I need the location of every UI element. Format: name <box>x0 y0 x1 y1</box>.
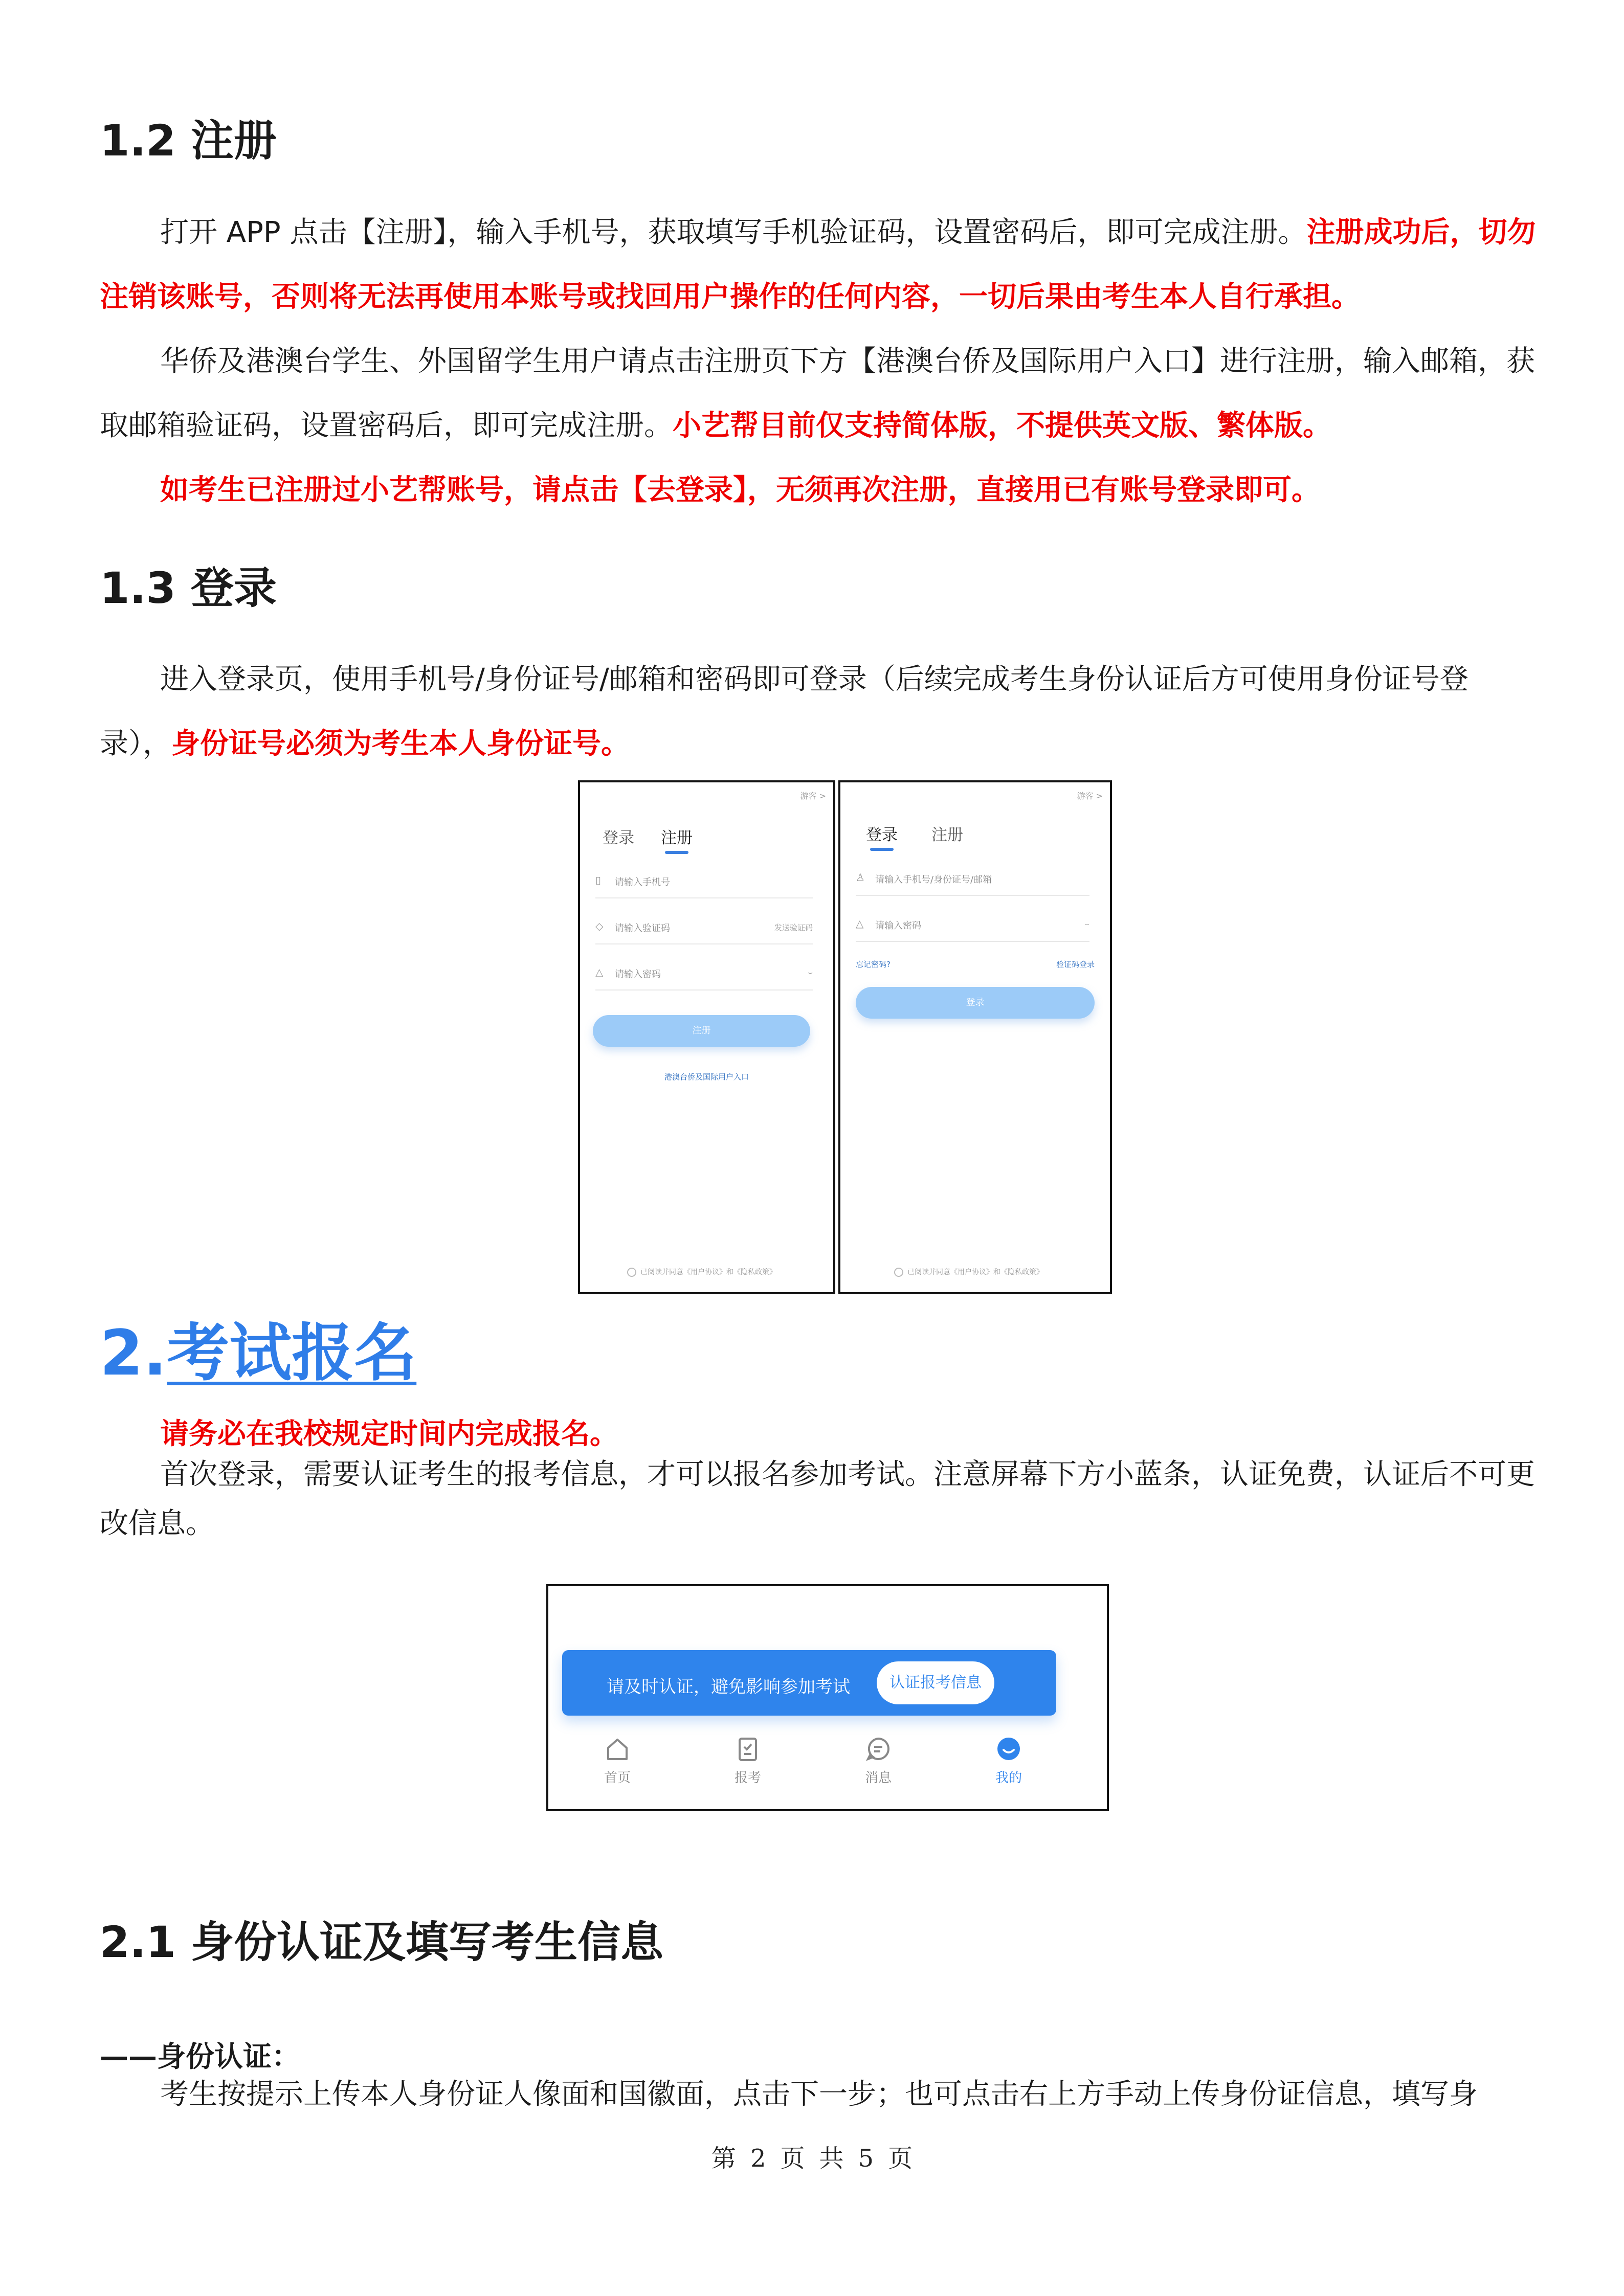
id-card-warning: 身份证号必须为考生本人身份证号。 <box>171 727 630 760</box>
account-field[interactable] <box>856 864 1089 896</box>
nav-label: 消息 <box>864 1770 892 1786</box>
nav-item-home[interactable] <box>582 1735 653 1786</box>
guest-link[interactable]: 游客 > <box>1077 791 1103 801</box>
bottom-bar-screenshot <box>546 1584 1109 1811</box>
login-button[interactable]: 登录 <box>856 987 1095 1019</box>
identity-subheading: ——身份认证： <box>100 2040 300 2074</box>
section-heading-exam-registration <box>100 1317 417 1389</box>
checkbox-circle-icon[interactable] <box>627 1268 636 1277</box>
footer-ye: 页 <box>780 2144 805 2173</box>
account-placeholder: 请输入手机号/身份证号/邮箱 <box>875 874 992 885</box>
banner-text: 请及时认证，避免影响参加考试 <box>607 1677 850 1697</box>
tab-login[interactable]: 登录 <box>866 822 898 845</box>
eye-closed-icon[interactable]: ⌣ <box>1084 919 1089 929</box>
password-placeholder: 请输入密码 <box>615 969 661 980</box>
shield-icon: ◇ <box>595 920 604 932</box>
section-heading-register: 1.2 注册 <box>100 116 277 166</box>
already-registered-notice: 如考生已注册过小艺帮账号，请点击【去登录】，无须再次注册，直接用已有账号登录即可。 <box>160 474 1320 507</box>
nav-label: 报考 <box>734 1770 761 1786</box>
nav-label: 我的 <box>995 1770 1022 1786</box>
footer-ye2: 页 <box>888 2144 913 2173</box>
phone-icon: ▯ <box>595 874 602 886</box>
password-field[interactable] <box>856 910 1089 942</box>
login-screen-screenshot <box>838 780 1112 1294</box>
identity-paragraph: 考生按提示上传本人身份证人像面和国徽面，点击下一步；也可点击右上方手动上传身份证信息，填写身 <box>160 2078 1478 2111</box>
section-heading-login: 1.3 登录 <box>100 563 277 613</box>
intl-user-entry-link[interactable]: 港澳台侨及国际用户入口 <box>664 1072 749 1082</box>
checkbox-circle-icon[interactable] <box>894 1268 903 1277</box>
register-text: 打开 APP 点击【注册】，输入手机号，获取填写手机验证码，设置密码后，即可完成注册。 <box>160 216 1307 249</box>
eye-closed-icon[interactable]: ⌣ <box>808 968 813 977</box>
language-notice: 小艺帮目前仅支持简体版，不提供英文版、繁体版。 <box>673 409 1331 442</box>
register-screen-screenshot <box>578 780 835 1294</box>
forgot-password-link[interactable]: 忘记密码? <box>856 960 891 969</box>
tab-register[interactable]: 注册 <box>661 825 693 848</box>
password-placeholder: 请输入密码 <box>875 920 921 931</box>
agreement-checkbox[interactable] <box>627 1267 776 1277</box>
register-paragraph-2 <box>100 329 1537 458</box>
send-code-button[interactable]: 发送验证码 <box>774 923 813 932</box>
register-button[interactable]: 注册 <box>593 1015 810 1047</box>
guest-link[interactable]: 游客 > <box>800 791 826 801</box>
nav-item-messages[interactable] <box>842 1735 914 1786</box>
login-paragraph <box>100 647 1537 776</box>
profile-icon <box>994 1735 1023 1763</box>
clipboard-icon <box>733 1735 762 1763</box>
intl-register-text: 华侨及港澳台学生、外国留学生用户请点击注册页下方【港澳台侨及国际用户入口】进行注册，输入邮箱，获取邮箱验证码，设置密码后，即可完成注册。 <box>100 345 1535 442</box>
footer-di: 第 <box>711 2144 736 2173</box>
footer-page-number: 2 <box>750 2144 766 2173</box>
lock-icon: △ <box>595 966 604 978</box>
password-field[interactable] <box>595 959 813 991</box>
phone-placeholder: 请输入手机号 <box>615 877 670 888</box>
nav-item-apply[interactable] <box>712 1735 784 1786</box>
home-icon <box>603 1735 632 1763</box>
login-text: 进入登录页，使用手机号/身份证号/邮箱和密码即可登录（后续完成考生身份认证后方可使用身份证号登录）， <box>100 663 1469 760</box>
register-warning: 注册成功后，切勿注销该账号，否则将无法再使用本账号或找回用户操作的任何内容，一切后果由考生本人自行承担。 <box>100 216 1536 313</box>
agreement-text: 已阅读并同意《用户协议》和《隐私政策》 <box>907 1268 1043 1276</box>
tab-login[interactable]: 登录 <box>603 829 634 847</box>
nav-label: 首页 <box>604 1770 631 1786</box>
footer-gong: 共 <box>819 2144 844 2173</box>
user-icon: ♙ <box>856 871 865 884</box>
register-paragraph-1 <box>100 200 1537 329</box>
section-number: 2. <box>100 1317 167 1389</box>
section-heading-identity: 2.1 身份认证及填写考生信息 <box>100 1917 664 1967</box>
tab-register[interactable]: 注册 <box>931 826 963 844</box>
code-placeholder: 请输入验证码 <box>615 923 670 934</box>
verify-banner <box>562 1650 1056 1716</box>
agreement-text: 已阅读并同意《用户协议》和《隐私政策》 <box>640 1268 776 1276</box>
first-login-paragraph: 首次登录，需要认证考生的报考信息，才可以报名参加考试。注意屏幕下方小蓝条，认证免费，认证后不可更改信息。 <box>100 1458 1535 1540</box>
verification-code-field[interactable] <box>595 913 813 944</box>
footer-total-pages: 5 <box>858 2144 874 2173</box>
lock-icon: △ <box>856 917 864 930</box>
message-icon <box>864 1735 893 1763</box>
section-title: 考试报名 <box>167 1317 417 1389</box>
deadline-notice: 请务必在我校规定时间内完成报名。 <box>160 1417 618 1451</box>
verify-info-button[interactable]: 认证报考信息 <box>877 1661 994 1704</box>
phone-field[interactable] <box>595 867 813 898</box>
page-footer <box>0 2139 1624 2174</box>
nav-item-mine[interactable] <box>973 1735 1044 1786</box>
agreement-checkbox[interactable] <box>894 1267 1043 1277</box>
code-login-link[interactable]: 验证码登录 <box>1056 960 1095 969</box>
